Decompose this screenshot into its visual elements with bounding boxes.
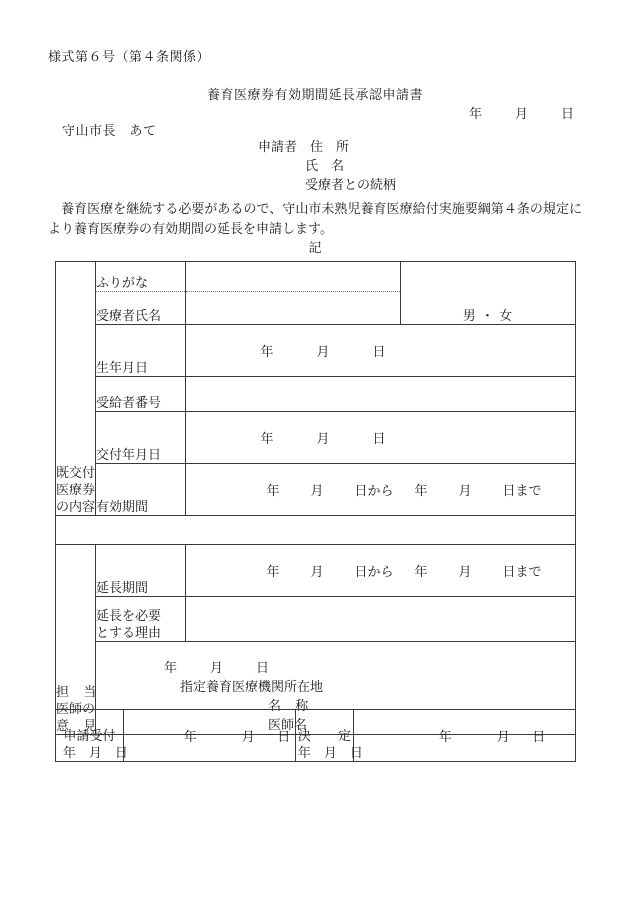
valid-period-from-month: 月 — [310, 483, 324, 498]
table-row-office-use — [56, 710, 576, 762]
decision-date-tokens — [416, 729, 545, 744]
extension-from-day: 日から — [354, 564, 394, 579]
decision-day: 日 — [532, 729, 546, 744]
received-label-line-1: 申請受付 — [63, 728, 116, 743]
statement-body: 養育医療を継続する必要があるので、守山市未熟児養育医療給付実施要綱第４条の規定により養育医療券の有効期間の延長を申請します。 — [48, 201, 582, 236]
decision-year: 年 — [438, 729, 452, 744]
label-birthdate: 生年月日 — [96, 325, 186, 377]
issue-date-year: 年 — [260, 431, 274, 446]
applicant-address-label: 住 所 — [310, 139, 350, 154]
doctor-label-text-3: 意 見 — [56, 718, 97, 733]
form-number: 様式第６号（第４条関係） — [48, 49, 211, 64]
label-extension-reason — [96, 597, 186, 642]
signature-day: 日 — [256, 660, 270, 675]
label-application-received — [56, 710, 128, 762]
field-patient-name[interactable] — [186, 292, 401, 325]
received-year: 年 — [183, 729, 197, 744]
birthdate-year: 年 — [260, 344, 274, 359]
submission-date-day: 日 — [561, 106, 575, 121]
statement-text — [48, 199, 582, 239]
office-use-table — [55, 709, 576, 762]
extension-to-month: 月 — [458, 564, 472, 579]
decision-label-text-2: 年 月 日 — [297, 745, 363, 760]
field-birthdate[interactable] — [186, 325, 576, 377]
reason-label-line-1: 延長を必要 — [96, 608, 162, 623]
doctor-label-line-2: 医師の — [56, 701, 96, 716]
label-extension-period: 延長期間 — [96, 545, 186, 597]
valid-period-to-day: 日まで — [502, 483, 542, 498]
table-row-reason — [56, 597, 576, 642]
section-label-line-3: の内容 — [56, 499, 96, 514]
birthdate-day: 日 — [372, 344, 386, 359]
birthdate-month: 月 — [316, 344, 330, 359]
applicant-relation-label: 受療者との続柄 — [305, 177, 397, 192]
applicant-address-row — [258, 137, 396, 156]
signature-year: 年 — [164, 660, 178, 675]
label-issue-date: 交付年月日 — [96, 412, 186, 464]
addressee: 守山市長 あて — [62, 123, 157, 138]
section-label-issued-certificate — [56, 262, 96, 516]
signature-institution-address: 指定養育医療機関所在地 — [180, 679, 324, 694]
ki-marker: 記 — [308, 240, 322, 255]
valid-period-from-year: 年 — [266, 483, 280, 498]
table-row-issue-date — [56, 412, 576, 464]
section-label-line-2: 医療券 — [56, 482, 96, 497]
table-row-spacer — [56, 516, 576, 545]
valid-period-to-year: 年 — [414, 483, 428, 498]
table-row-recipient-number — [56, 377, 576, 412]
birthdate-tokens — [219, 341, 386, 360]
submission-date-line — [469, 103, 575, 122]
issue-date-month: 月 — [316, 431, 330, 446]
field-gender[interactable]: 男 ・ 女 — [401, 262, 576, 325]
field-valid-period[interactable] — [186, 464, 576, 516]
received-date-tokens — [161, 729, 290, 744]
doctor-label-line-1 — [56, 683, 95, 700]
received-month: 月 — [241, 729, 255, 744]
label-recipient-number: 受給者番号 — [96, 377, 186, 412]
signature-doctor-name: 医師名 — [268, 717, 308, 732]
applicant-name-label: 氏 名 — [305, 158, 345, 173]
submission-date-month: 月 — [515, 106, 529, 121]
valid-period-to-month: 月 — [458, 483, 472, 498]
field-furigana[interactable] — [186, 262, 401, 292]
decision-month: 月 — [496, 729, 510, 744]
decision-label-line-1 — [296, 727, 353, 744]
extension-from-month: 月 — [310, 564, 324, 579]
table-row-extension-period — [56, 545, 576, 597]
section-label-doctor-opinion — [56, 545, 96, 735]
signature-institution-name-text: 名 称 — [268, 698, 309, 713]
decision-label-text-1: 決 定 — [297, 728, 352, 743]
extension-to-year: 年 — [414, 564, 428, 579]
valid-period-tokens — [219, 480, 542, 499]
submission-date-year: 年 — [469, 106, 483, 121]
field-application-received-date[interactable] — [124, 710, 296, 762]
issue-date-day: 日 — [372, 431, 386, 446]
section-label-line-1: 既交付 — [56, 465, 96, 480]
valid-period-from-day: 日から — [354, 483, 394, 498]
received-label-text-2: 年 月 日 — [62, 745, 128, 760]
issue-date-tokens — [219, 428, 386, 447]
applicant-label: 申請者 — [258, 139, 298, 154]
applicant-relation-row — [258, 175, 396, 194]
label-decision-date — [296, 710, 363, 762]
extension-period-tokens — [219, 561, 542, 580]
field-extension-reason[interactable] — [186, 597, 576, 642]
doctor-label-text-1: 担 当 — [56, 684, 97, 699]
field-issue-date[interactable] — [186, 412, 576, 464]
table-row-furigana — [56, 262, 576, 292]
field-recipient-number[interactable] — [186, 377, 576, 412]
table-row-birthdate — [56, 325, 576, 377]
applicant-block — [258, 137, 396, 194]
field-extension-period[interactable] — [186, 545, 576, 597]
extension-to-day: 日まで — [502, 564, 542, 579]
label-valid-period: 有効期間 — [96, 464, 186, 516]
signature-date-line — [96, 658, 575, 677]
table-row-valid-period — [56, 464, 576, 516]
label-patient-name: 受療者氏名 — [96, 292, 186, 325]
spacer-cell — [56, 516, 576, 545]
received-label-line-2 — [56, 744, 128, 761]
document-title: 養育医療券有効期間延長承認申請書 — [206, 87, 423, 102]
field-decision-date[interactable] — [354, 710, 576, 762]
applicant-name-row — [258, 156, 396, 175]
signature-month: 月 — [210, 660, 224, 675]
received-day: 日 — [277, 729, 291, 744]
label-furigana: ふりがな — [96, 262, 186, 292]
decision-label-line-2 — [296, 744, 363, 761]
reason-label-line-2: とする理由 — [96, 625, 162, 640]
extension-from-year: 年 — [266, 564, 280, 579]
main-form-table — [55, 261, 576, 735]
